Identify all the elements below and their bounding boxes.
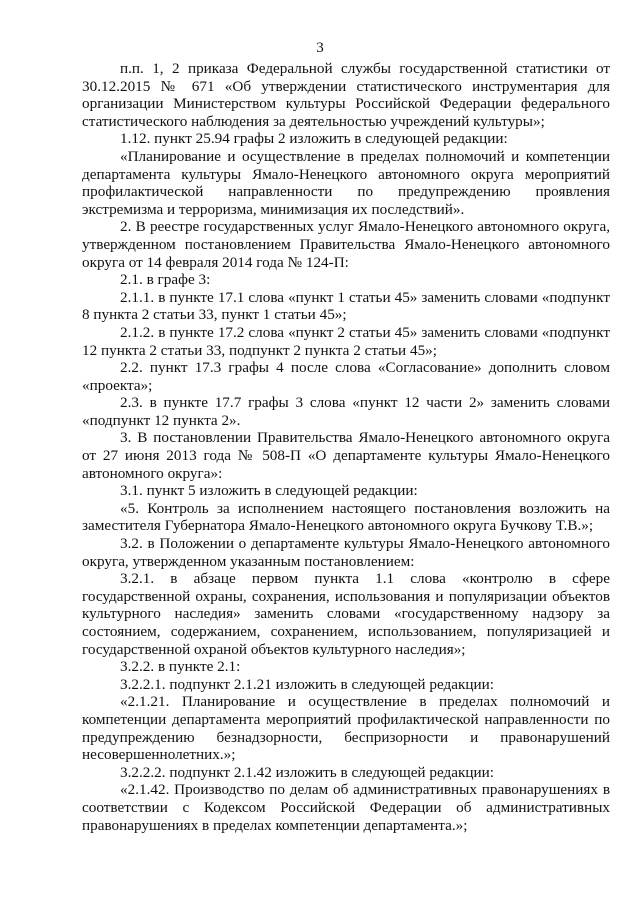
paragraph: «5. Контроль за исполнением настоящего постановления возложить на заместителя Губернатора Ямало-Ненецкого автономного округа Бучкову Т.В.»; (82, 499, 610, 535)
paragraph: 2.3. в пункте 17.7 графы 3 слова «пункт 12 части 2» заменить словами «подпункт 12 пункта 2». (82, 394, 610, 429)
paragraph: «2.1.21. Планирование и осуществление в пределах полномочий и компетенции департамента мероприятий профилактической направленности по предупреждению безнадзорности, беспризорности и правонарушений несовершеннолетних.»; (82, 693, 610, 764)
page-number: 3 (316, 40, 324, 56)
paragraph: 2. В реестре государственных услуг Ямало-Ненецкого автономного округа, утвержденном постановлением Правительства Ямало-Ненецкого автономного округа от 14 февраля 2014 года № 124-П: (82, 218, 610, 271)
paragraph: 3.2.1. в абзаце первом пункта 1.1 слова «контролю в сфере государственной охраны, сохранения, использования и популяризации объектов культурного наследия» заменить словами «государственному надзору за состоянием, содержанием, сохранением, использованием, популяризацией и государственной охраной объектов культурного наследия»; (82, 570, 610, 658)
paragraph: 2.2. пункт 17.3 графы 4 после слова «Согласование» дополнить словом «проекта»; (82, 359, 610, 394)
paragraph: 2.1.2. в пункте 17.2 слова «пункт 2 статьи 45» заменить словами «подпункт 12 пункта 2 статьи 33, подпункт 2 пункта 2 статьи 45»; (82, 323, 610, 359)
paragraph: 1.12. пункт 25.94 графы 2 изложить в следующей редакции: (120, 130, 508, 148)
paragraph: 3.1. пункт 5 изложить в следующей редакции: (120, 482, 418, 500)
paragraph: 3.2.2.1. подпункт 2.1.21 изложить в следующей редакции: (120, 675, 494, 693)
paragraph: «2.1.42. Производство по делам об административных правонарушениях в соответствии с Кодексом Российской Федерации об административных правонарушениях в пределах компетенции департамента.»; (82, 781, 610, 834)
paragraph: 3.2.2.2. подпункт 2.1.42 изложить в следующей редакции: (120, 763, 494, 781)
paragraph: 3.2.2. в пункте 2.1: (120, 658, 241, 676)
paragraph: 2.1.1. в пункте 17.1 слова «пункт 1 статьи 45» заменить словами «подпункт 8 пункта 2 статьи 33, пункт 1 статьи 45»; (82, 288, 610, 324)
document-body (82, 60, 610, 834)
paragraph: 3.2. в Положении о департаменте культуры Ямало-Ненецкого автономного округа, утвержденном указанным постановлением: (82, 535, 610, 570)
paragraph: п.п. 1, 2 приказа Федеральной службы государственной статистики от 30.12.2015 № 671 «Об утверждении статистического инструментария для организации Министерством культуры Российской Федерации федерального статистического наблюдения за деятельностью учреждений культуры»; (82, 60, 610, 130)
paragraph: «Планирование и осуществление в пределах полномочий и компетенции департамента культуры Ямало-Ненецкого автономного округа мероприятий профилактической направленности по предупреждению проявления экстремизма и терроризма, минимизация их последствий». (82, 147, 610, 218)
paragraph: 3. В постановлении Правительства Ямало-Ненецкого автономного округа от 27 июня 2013 года № 508-П «О департаменте культуры Ямало-Ненецкого автономного округа»: (82, 429, 610, 482)
paragraph: 2.1. в графе 3: (120, 271, 211, 289)
